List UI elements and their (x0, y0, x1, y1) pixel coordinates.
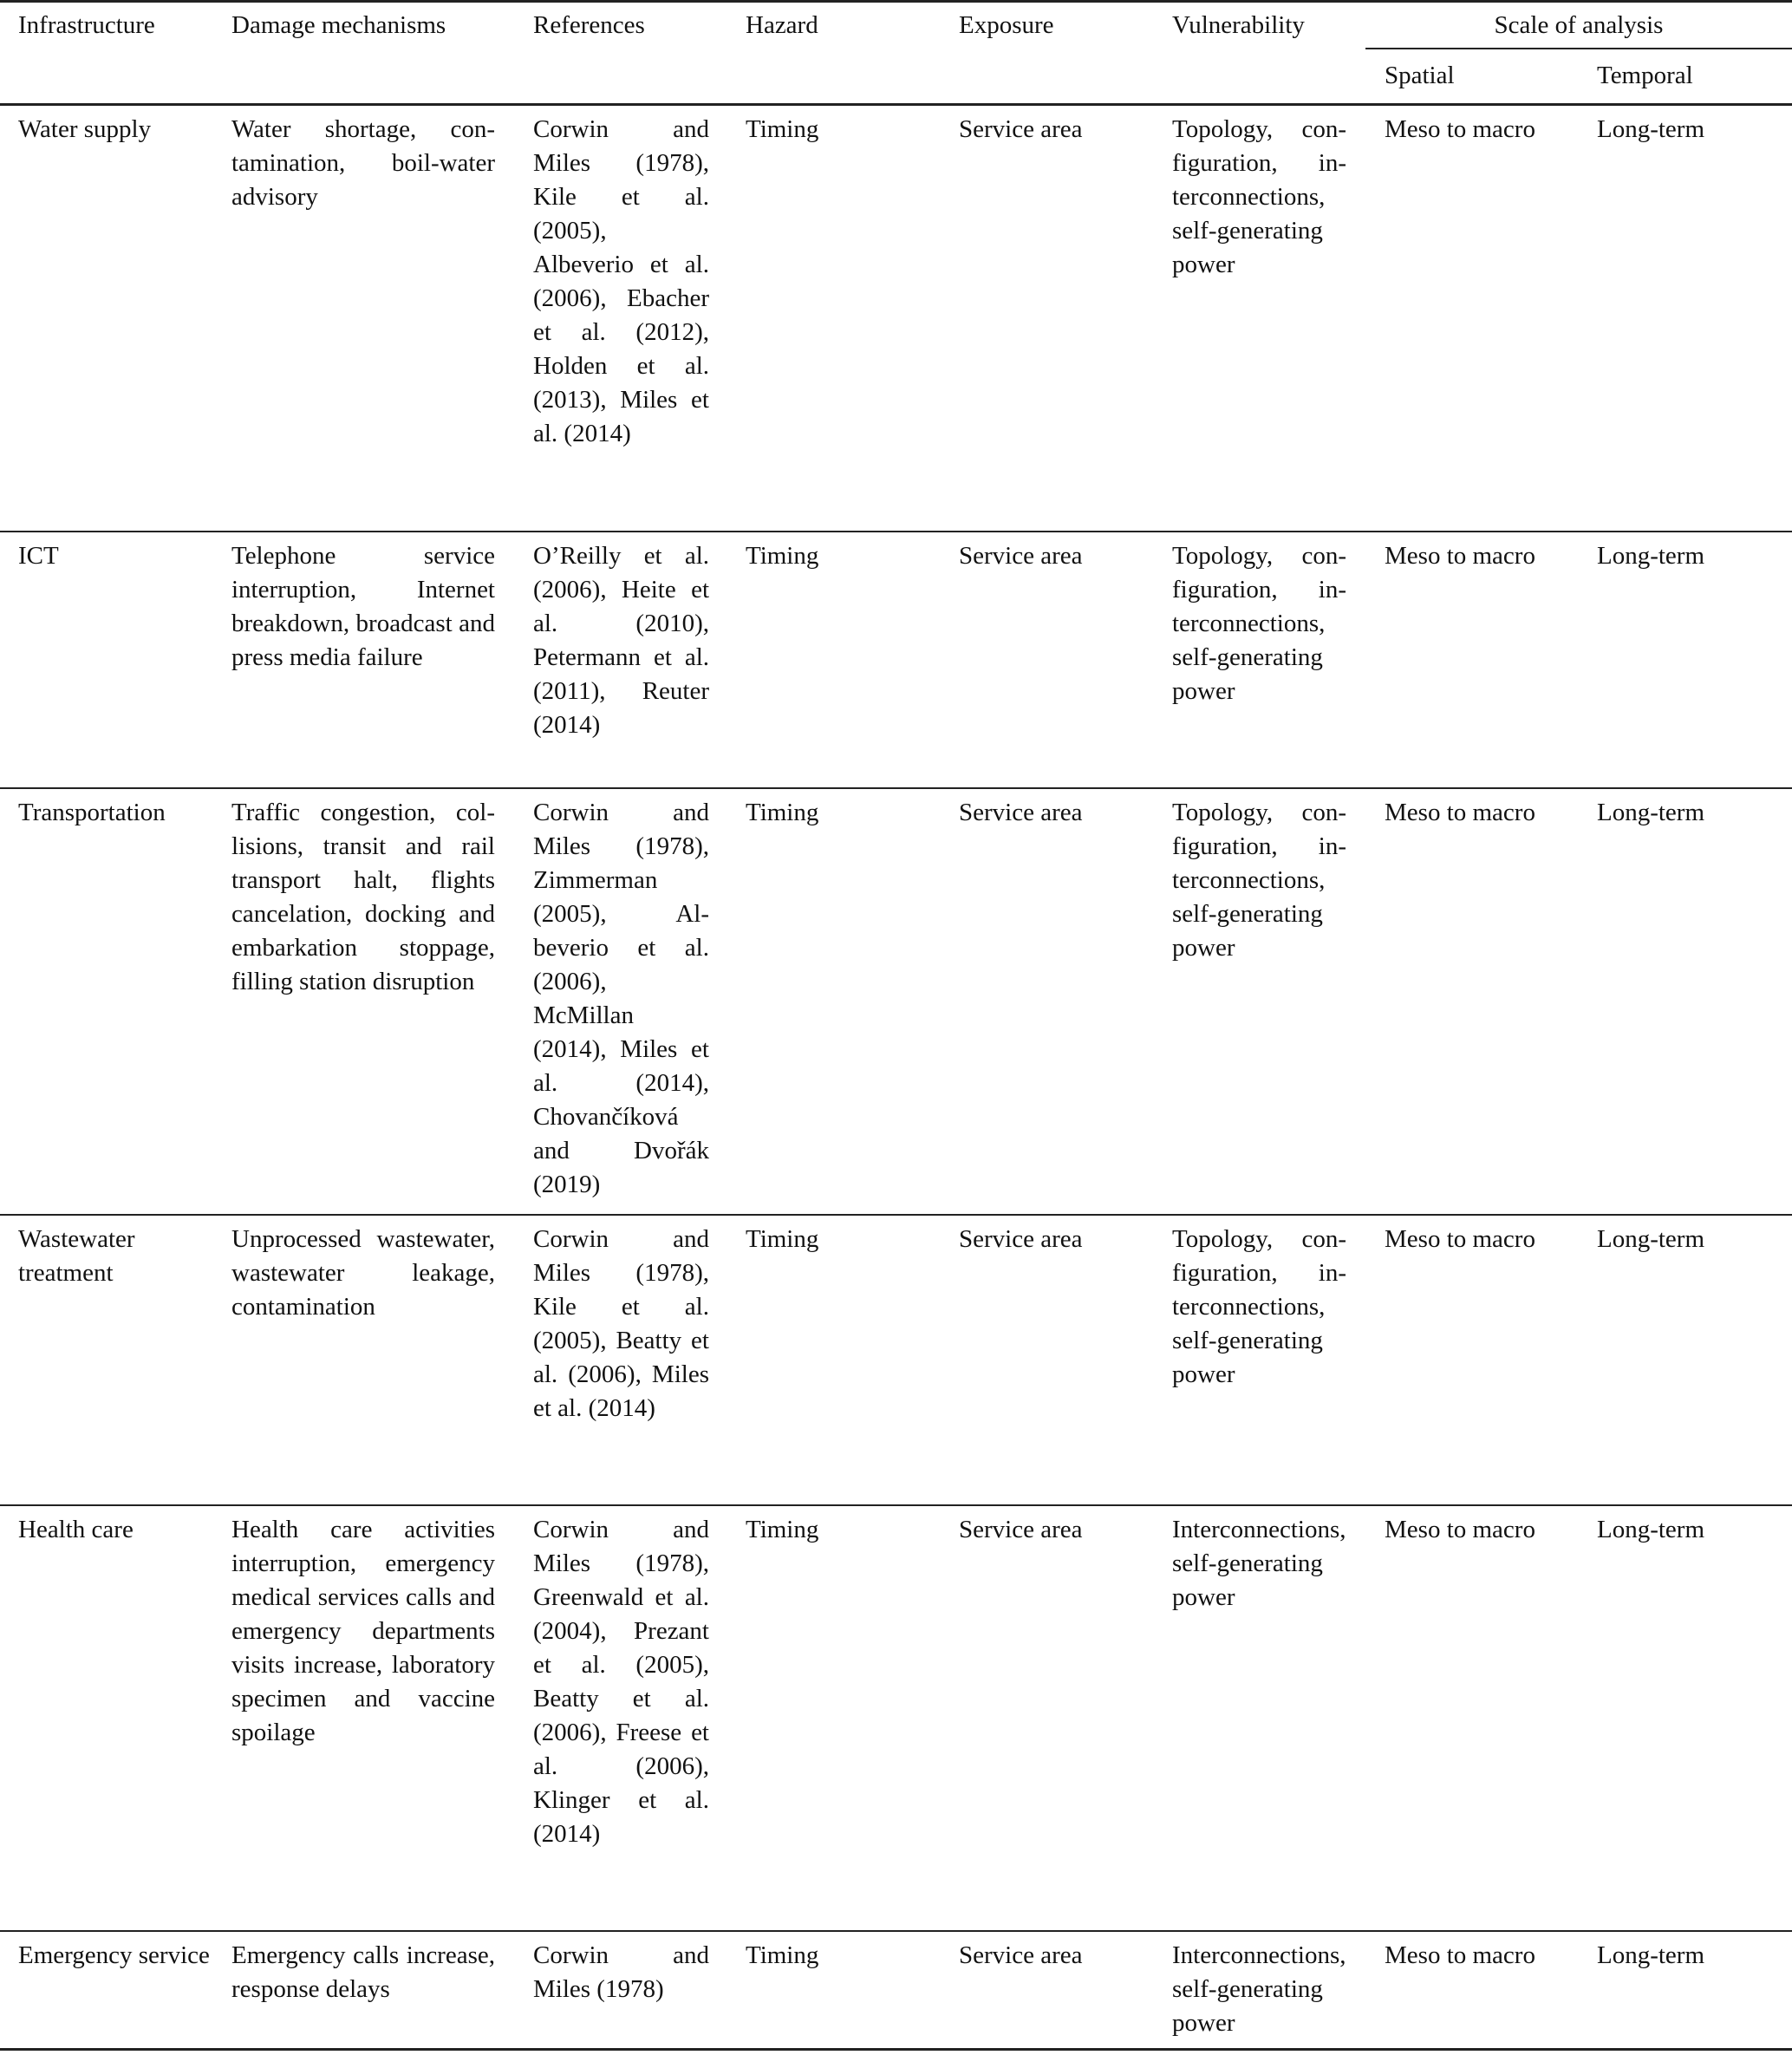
cell-vulnerability: Topology, configuration, interconnections, self-generating power (1172, 1225, 1346, 1388)
cell-vulnerability: Topology, configuration, interconnections, self-generating power (1172, 115, 1346, 278)
cell-exposure: Service area (959, 1516, 1083, 1543)
header-vulnerability: Vulnerability (1172, 11, 1305, 39)
cell-vulnerability: Interconnections, self-generating power (1172, 1941, 1346, 2037)
row-divider (0, 787, 1792, 789)
cell-exposure: Service area (959, 1941, 1083, 1969)
cell-spatial: Meso to macro (1385, 115, 1535, 143)
header-references: References (533, 11, 645, 39)
cell-references: O’Reilly et al. (2006), Heite et al. (2010), Petermann et al. (2011), Reuter (2014) (533, 542, 709, 739)
cell-hazard: Timing (746, 1941, 819, 1969)
header-damage-mechanisms: Damage mechanisms (231, 11, 446, 39)
cell-vulnerability: Topology, configuration, interconnections, self-generating power (1172, 542, 1346, 705)
cell-references: Corwin and Miles (1978), Greenwald et al. (2004), Prezant et al. (2005), Beatty et al. (2006), Freese et al. (2006), Klinger et al. (2014) (533, 1516, 709, 1848)
row-divider (0, 1930, 1792, 1932)
scale-subheader-rule (1365, 48, 1792, 49)
cell-references: Corwin and Miles (1978), Kile et al. (2005), Albeverio et al. (2006), Ebacher et al. (2012), Holden et al. (2013), Miles et al. (2014) (533, 115, 709, 447)
cell-references: Corwin and Miles (1978) (533, 1941, 709, 2003)
cell-infrastructure: ICT (18, 542, 59, 570)
cell-vulnerability: Interconnections, self-generating power (1172, 1516, 1346, 1611)
cell-temporal: Long-term (1597, 1516, 1705, 1543)
cell-infrastructure: Emergency service (18, 1941, 210, 1969)
top-rule (0, 0, 1792, 3)
cell-infrastructure: Transportation (18, 799, 166, 826)
cell-infrastructure: Water supply (18, 115, 152, 143)
cell-spatial: Meso to macro (1385, 1941, 1535, 1969)
cell-damage-mechanisms: Health care activities interruption, emergency medical services calls and emergency departments visits increase, laboratory specimen and vaccine spoilage (231, 1516, 495, 1746)
cell-references: Corwin and Miles (1978), Kile et al. (2005), Beatty et al. (2006), Miles et al. (2014) (533, 1225, 709, 1422)
row-divider (0, 1504, 1792, 1506)
cell-temporal: Long-term (1597, 542, 1705, 570)
cell-temporal: Long-term (1597, 115, 1705, 143)
cell-spatial: Meso to macro (1385, 542, 1535, 570)
header-hazard: Hazard (746, 11, 818, 39)
row-divider (0, 1214, 1792, 1216)
cell-damage-mechanisms: Water shortage, contamination, boil-water advisory (231, 115, 495, 211)
row-divider (0, 531, 1792, 532)
cell-exposure: Service area (959, 799, 1083, 826)
cell-references: Corwin and Miles (1978), Zimmerman (2005), Albeverio et al. (2006), McMillan (2014), Miles et al. (2014), Chovančíková and Dvořák (2019) (533, 799, 709, 1198)
bottom-rule (0, 2048, 1792, 2051)
cell-spatial: Meso to macro (1385, 799, 1535, 826)
cell-hazard: Timing (746, 799, 819, 826)
cell-infrastructure: Wastewater treatment (18, 1225, 135, 1287)
cell-vulnerability: Topology, configuration, interconnections, self-generating power (1172, 799, 1346, 962)
cell-damage-mechanisms: Telephone service interruption, Internet breakdown, broadcast and press media failure (231, 542, 495, 671)
cell-spatial: Meso to macro (1385, 1225, 1535, 1253)
header-spatial: Spatial (1385, 62, 1455, 89)
cell-damage-mechanisms: Unprocessed wastewater, wastewater leakage, contamination (231, 1225, 495, 1321)
cell-hazard: Timing (746, 115, 819, 143)
header-temporal: Temporal (1597, 62, 1693, 89)
cell-temporal: Long-term (1597, 1225, 1705, 1253)
cell-exposure: Service area (959, 115, 1083, 143)
header-scale-of-analysis: Scale of analysis (1494, 11, 1664, 39)
cell-damage-mechanisms: Emergency calls increase, response delays (231, 1941, 495, 2003)
header-bottom-rule (0, 103, 1792, 106)
cell-hazard: Timing (746, 542, 819, 570)
cell-exposure: Service area (959, 542, 1083, 570)
cell-damage-mechanisms: Traffic congestion, collisions, transit and rail transport halt, flights cancelation, docking and embarkation stoppage, filling station disruption (231, 799, 495, 995)
header-infrastructure: Infrastructure (18, 11, 155, 39)
cell-spatial: Meso to macro (1385, 1516, 1535, 1543)
cell-exposure: Service area (959, 1225, 1083, 1253)
cell-temporal: Long-term (1597, 799, 1705, 826)
cell-hazard: Timing (746, 1225, 819, 1253)
cell-infrastructure: Health care (18, 1516, 134, 1543)
cell-temporal: Long-term (1597, 1941, 1705, 1969)
cell-hazard: Timing (746, 1516, 819, 1543)
header-exposure: Exposure (959, 11, 1054, 39)
